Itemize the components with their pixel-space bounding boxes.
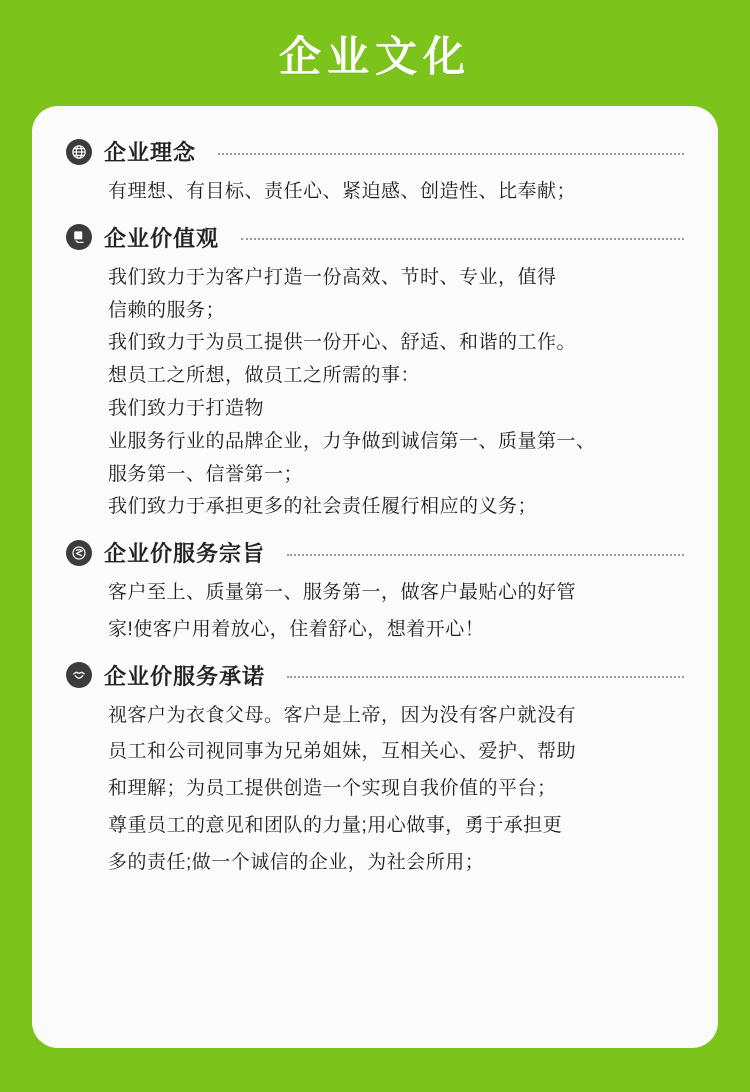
- section-corporate-philosophy: [66, 136, 684, 208]
- section-body: [66, 177, 684, 208]
- body-line: 客户至上、质量第一、服务第一，做客户最贴心的好管: [108, 582, 577, 604]
- section-divider: [241, 238, 684, 240]
- section-title: 企业价服务宗旨: [104, 541, 266, 567]
- document-hand-icon: [66, 224, 92, 250]
- globe-icon: [66, 139, 92, 165]
- page-title: 企业文化: [278, 33, 471, 80]
- section-body: [66, 701, 684, 879]
- body-line: 和理解；为员工提供创造一个实现自我价值的平台；: [108, 778, 557, 800]
- body-line: 服务第一、信誉第一；: [108, 463, 304, 485]
- section-divider: [218, 153, 684, 155]
- body-line: 想员工之所想，做员工之所需的事：: [108, 365, 421, 387]
- section-corporate-values: [66, 222, 684, 523]
- section-title: 企业理念: [104, 140, 197, 166]
- handshake-icon: [66, 662, 92, 688]
- body-line: 业服务行业的品牌企业，力争做到诚信第一、质量第一、: [108, 430, 596, 452]
- body-line: 有理想、有目标、责任心、紧迫感、创造性、比奉献；: [108, 181, 577, 203]
- section-header: [66, 537, 684, 568]
- body-line: 员工和公司视同事为兄弟姐妹，互相关心、爱护、帮助: [108, 741, 577, 763]
- body-line: 信赖的服务；: [108, 299, 226, 321]
- section-header: [66, 136, 684, 167]
- section-title: 企业价服务承诺: [104, 663, 266, 689]
- section-title: 企业价值观: [104, 225, 220, 251]
- section-service-purpose: [66, 537, 684, 646]
- body-line: 我们致力于为员工提供一份开心、舒适、和谐的工作。: [108, 332, 577, 354]
- content-card: [32, 106, 718, 1048]
- body-line: 我们致力于为客户打造一份高效、节时、专业，值得: [108, 266, 557, 288]
- section-divider: [287, 676, 684, 678]
- section-body: [66, 263, 684, 523]
- body-line: 视客户为衣食父母。客户是上帝，因为没有客户就没有: [108, 704, 577, 726]
- section-body: [66, 578, 684, 646]
- body-line: 我们致力于承担更多的社会责任履行相应的义务；: [108, 496, 538, 518]
- body-line: 多的责任;做一个诚信的企业，为社会所用；: [108, 851, 485, 873]
- section-header: [66, 222, 684, 253]
- section-header: [66, 660, 684, 691]
- body-line: 尊重员工的意见和团队的力量;用心做事，勇于承担更: [108, 814, 563, 836]
- body-line: 家!使客户用着放心，住着舒心，想着开心！: [108, 618, 485, 640]
- target-icon: [66, 540, 92, 566]
- section-service-promise: [66, 660, 684, 879]
- body-line: 我们致力于打造物: [108, 398, 265, 420]
- section-divider: [287, 554, 684, 556]
